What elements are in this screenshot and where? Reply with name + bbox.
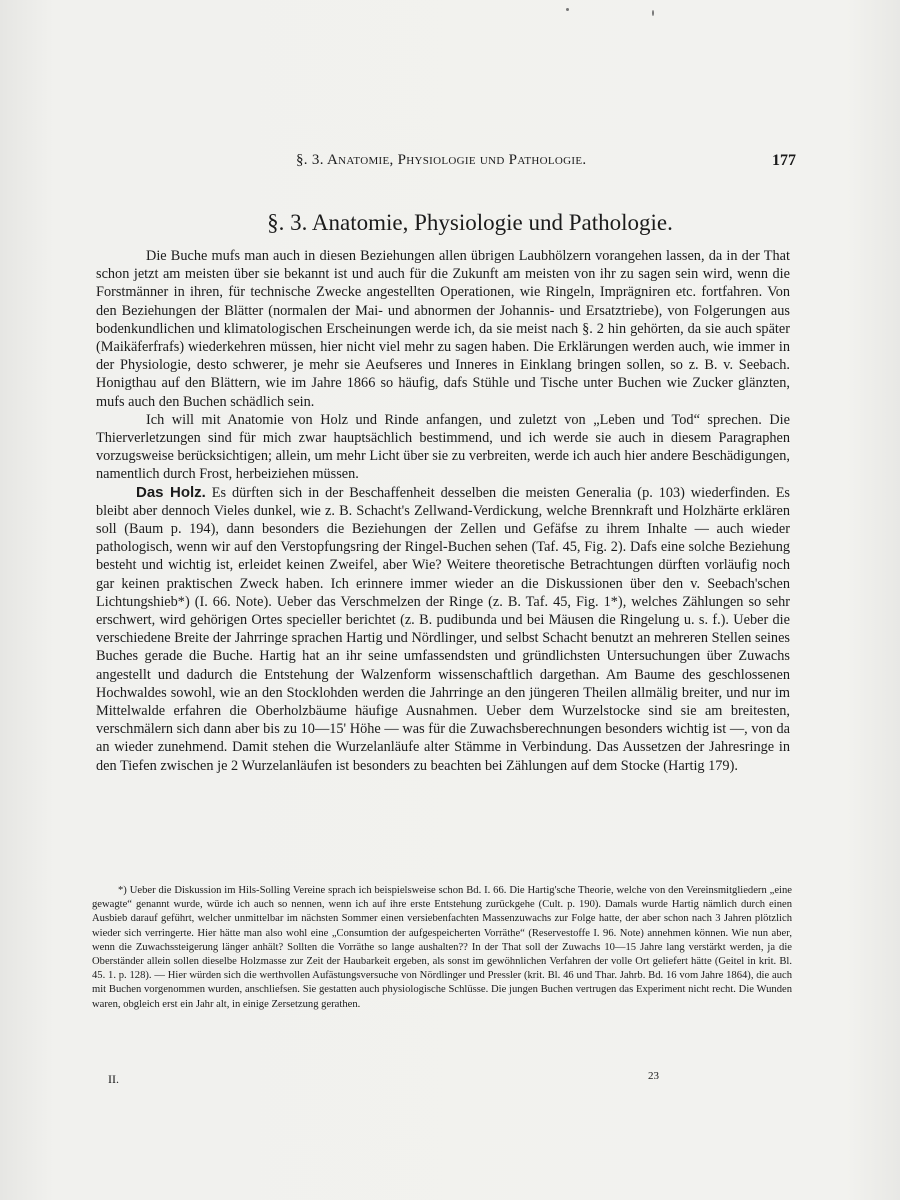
subsection-label: Das Holz.	[136, 483, 206, 501]
paragraph: Die Buche mufs man auch in diesen Beziehungen allen übrigen Laubhölzern vorangehen lassen, da in der That schon jetzt am meisten über sie bekannt ist und auch für die Zukunft am meisten von ihr zu sagen sein wird, wenn die Forstmänner in ihren, für technische Zwecke angestellten Operationen, wie Ringeln, Imprägniren etc. fortfahren. Von den Beziehungen der Blätter (normalen der Mai- und abnormen der Johannis- und Ersatztriebe), von Folgerungen aus bodenkundlichen und klimatologischen Erscheinungen werde ich, da sie meist nach §. 2 hin gehörten, da sie auch später (Maikäferfrafs) wiederkehren müssen, hier nicht viel mehr zu sagen haben. Die Erklärungen werden auch, wie immer in der Physiologie, desto schwerer, je mehr sie Aeufseres und Inneres in Einklang bringen sollen, so z. B. v. Seebach. Honigthau auf den Blättern, wie im Jahre 1866 so häufig, dafs Stühle und Tische unter Buchen wie Zucker glänzten, mufs auch den Buchen schädlich sein.	[96, 248, 790, 410]
scan-speck	[566, 8, 569, 11]
section-heading-text: §. 3. Anatomie, Physiologie und Pathologie.	[267, 210, 673, 235]
running-head-title: §. 3. Anatomie, Physiologie und Pathologie.	[296, 152, 587, 168]
section-heading	[0, 210, 900, 236]
sheet-signature: 23	[648, 1070, 659, 1082]
scan-speck	[652, 10, 654, 16]
footnote-block	[92, 884, 792, 1012]
page-number: 177	[772, 152, 796, 169]
subsection-text: Es dürften sich in der Beschaffenheit desselben die meisten Generalia (p. 103) wiederfinden. Es bleibt aber dennoch Vieles dunkel, wie z. B. Schacht's Zellwand-Verdickung, welche Brennkraft und Holzhärte erklären soll (Baum p. 194), dann besonders die Beziehungen der Zellen und Gefäfse zu ihrem Inhalte — auch wieder pathologisch, wenn wir auf den Verstopfungsring der Ringel-Buchen sehen (Taf. 45, Fig. 2). Dafs eine solche Beziehung besteht und wichtig ist, erleidet keinen Zweifel, aber Wie? Weitere theoretische Betrachtungen dürften vorläufig noch gar keinen praktischen Zweck haben. Ich erinnere immer wieder an die Diskussionen über den v. Seebach'schen Lichtungshieb*) (I. 66. Note). Ueber das Verschmelzen der Ringe (z. B. Taf. 45, Fig. 1*), welches Zählungen so sehr erschwert, wird gehörigen Ortes specieller berichtet (z. B. pudibunda und bei Mäusen die Ringelung u. s. f.). Ueber die verschiedene Breite der Jahrringe sprachen Hartig und Nördlinger, und selbst Schacht benutzt an mehreren Stellen seines Buches gerade die Buche. Hartig hat an ihr seine umfassendsten und gründlichsten Untersuchungen über Zuwachs angestellt und dadurch die Entstehung der Walzenform wissenschaftlich dargethan. Am Baume des geschlossenen Hochwaldes sowohl, wie an den Stocklohden werden die Jahrringe an den jüngeren Theilen allmälig breiter, und nur im Mittelwalde erfahren die Oberholzbäume häufige Ausnahmen. Ueber dem Wurzelstocke sind sie am breitesten, verschmälern sich dann aber bis zu 10—15' Höhe — was für die Zuwachsberechnungen besonders wichtig ist —, von da an wieder zunehmend. Damit stehen die Wurzelanläufe alter Stämme in Verbindung. Das Aussetzen der Jahresringe in den Tiefen zwischen je 2 Wurzelanläufen ist besonders zu beachten bei Zählungen auf dem Stocke (Hartig 179).	[96, 484, 790, 774]
holz-paragraph	[96, 484, 790, 775]
running-head	[96, 152, 796, 180]
paragraph: Ich will mit Anatomie von Holz und Rinde anfangen, und zuletzt von „Leben und Tod“ sprechen. Die Thierverletzungen sind für mich zwar hauptsächlich bestimmend, und ich werde sie auch in diesem Paragraphen vorzugsweise berücksichtigen; allein, um mehr Licht über sie zu verbreiten, werde ich auch hier andere Beschädigungen, namentlich durch Frost, herbeiziehen müssen.	[96, 411, 790, 483]
body-text	[96, 247, 790, 775]
footnote: *) Ueber die Diskussion im Hils-Solling Vereine sprach ich beispielsweise schon Bd. I. 66. Die Hartig'sche Theorie, welche von den Vereinsmitgliedern „eine gewagte“ genannt wurde, würde ich auch so nennen, wenn ich auf ihre erste Entstehung zurückgehe (Cult. p. 190). Damals wurde Hartig nämlich durch einen Ausbieb darauf geführt, welcher unmittelbar im nächsten Sommer einen versiebenfachten Massenzuwachs zur Folge hatte, der aber schon nach 3 Jahren plötzlich wieder sich verringerte. Hier hätte man also wohl eine „Consumtion der aufgespeicherten Vorräthe“ (Reservestoffe I. 96. Note) annehmen können. Wie nun aber, wenn die Zuwachssteigerung länger anhält? Sollten die Vorräthe so lange aushalten?? In der That soll der Zuwachs 10—15 Jahre lang verstärkt werden, ja die Oberständer allein sollen dieselbe Holzmasse zur Zeit der Haubarkeit ergeben, als sonst im gewöhnlichen Verfahren der volle Ort geliefert hätte (Geitel in krit. Bl. 45. 1. p. 128). — Hier würden sich die werthvollen Aufästungsversuche von Nördlinger und Pressler (krit. Bl. 46 und Thar. Jahrb. Bd. 16 vom Jahre 1864), die auch mit Buchen vorgenommen wurden, anschliefsen. Sie gestatten auch physiologische Schlüsse. Die jungen Buchen vertrugen das Experiment nicht recht. Die Wunden waren, obgleich erst ein Jahr alt, in einige Zersetzung gerathen.	[92, 885, 792, 1010]
volume-signature: II.	[108, 1072, 119, 1086]
